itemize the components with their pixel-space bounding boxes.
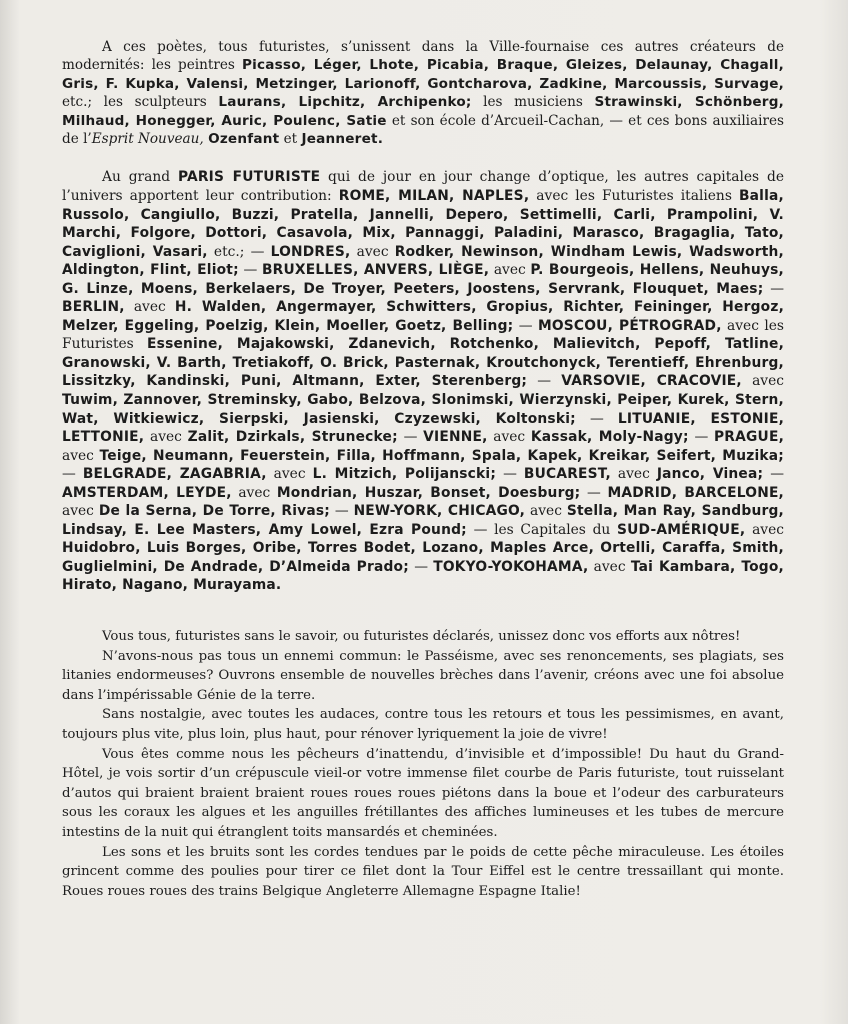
bold-name-run: Huidobro, Luis Borges, Oribe, Torres Bodet, Lozano, Maples Arce, Ortelli, Caraffa, Smith, Guglielmini, De Andrade, D’Almeida Prado; xyxy=(62,540,784,575)
bold-name-run: BUCAREST, xyxy=(523,466,611,483)
text-run: — xyxy=(397,429,424,446)
text-run: — xyxy=(496,466,524,483)
closing-paragraph: Vous êtes comme nous les pêcheurs d’inattendu, d’invisible et d’impossible! Du haut du Grand-Hôtel, je vois sortir d’un crépuscule vieil-or votre immense filet courbe de Paris futuriste, tout ruisselant d’autos qui braient braient braient roues roues roues piétons dans la boue et l’odeur des carburateurs sous les coraux les algues et les anguilles frétillantes des affiches lumineuses et les tubes de mercure intestins de la nuit qui étranglent toits mansardés et cheminées. xyxy=(62,746,784,840)
bold-name-run: LITUANIE, ESTONIE, LETTONIE, xyxy=(62,410,785,446)
bold-name-run: Teige, Neumann, Feuerstein, Filla, Hoffmann, Spala, Kapek, Kreikar, Seifert, Muzika; xyxy=(99,447,784,464)
text-run: qui de jour en jour change d’optique, les autres capitales de l’univers apportent leur contribution: xyxy=(62,169,784,204)
bold-name-run: Kassak, Moly-Nagy; xyxy=(530,429,689,446)
text-run: avec xyxy=(525,503,567,520)
text-run: avec xyxy=(266,466,313,483)
bold-name-run: MOSCOU, PÉTROGRAD, xyxy=(537,317,722,334)
text-run: avec xyxy=(144,429,188,446)
bold-name-run: H. Walden, Angermayer, Schwitters, Gropius, Richter, Feininger, Hergoz, Melzer, Eggeling, Poelzig, Klein, Moeller, Goetz, Belling; xyxy=(62,299,785,334)
bold-name-run: NEW-YORK, CHICAGO, xyxy=(353,503,526,520)
bold-name-run: Strawinski, Schönberg, Milhaud, Honegger, Auric, Poulenc, Satie xyxy=(62,94,784,129)
bold-name-run: Picasso, Léger, Lhote, Picabia, Braque, Gleizes, Delaunay, Chagall, Gris, F. Kupka, Valensi, Metzinger, Larionoff, Gontcharova, Zadkine, Marcoussis, Survage, xyxy=(62,57,785,92)
text-run: etc.; les sculpteurs xyxy=(62,94,219,111)
bold-name-run: Rodker, Newinson, Windham Lewis, Wadsworth, Aldington, Flint, Eliot; xyxy=(62,243,784,279)
bold-name-run: SUD-AMÉRIQUE, xyxy=(617,521,746,538)
text-run: avec xyxy=(231,484,277,501)
text-run: avec les Futuristes xyxy=(62,317,784,353)
bold-name-run: P. Bourgeois, Hellens, Neuhuys, G. Linze, Moens, Berkelaers, De Troyer, Peeters, Joostens, Servrank, Flouquet, Maes; xyxy=(62,262,784,297)
bold-name-run: Essenine, Majakowski, Zdanevich, Rotchenko, Malievitch, Pepoff, Tatline, Granowski, V. Barth, Tretiakoff, O. Brick, Pasternak, Kroutchonyck, Terentieff, Ehrenburg, Lissitzky, Kandinski, Puni, Altmann, Exter, Sterenberg; xyxy=(62,336,785,390)
text-run: avec les Futuristes italiens xyxy=(529,187,739,204)
text-run: — xyxy=(527,373,562,390)
text-run: — xyxy=(513,317,538,334)
bold-name-run: PARIS FUTURISTE xyxy=(177,169,321,186)
bold-name-run: Ozenfant xyxy=(208,131,280,148)
bold-name-run: PRAGUE, xyxy=(714,429,785,446)
text-run: et xyxy=(279,131,302,148)
bold-name-run: BELGRADE, ZAGABRIA, xyxy=(82,466,267,483)
text-run: avec xyxy=(62,447,100,464)
bold-name-run: Janco, Vinea; xyxy=(656,466,764,483)
bold-name-run: TOKYO-YOKOHAMA, xyxy=(433,558,589,575)
paragraph-capitals xyxy=(62,168,784,595)
text-run: — xyxy=(575,410,618,427)
bold-name-run: Zalit, Dzirkals, Strunecke; xyxy=(187,429,398,446)
bold-name-run: Balla, Russolo, Cangiullo, Buzzi, Pratella, Jannelli, Depero, Settimelli, Carli, Prampolini, V. Marchi, Folgore, Dottori, Casavola, Mix, Pannaggi, Paladini, Marasco, Bragaglia, Tato, Caviglioni, Vasari, xyxy=(62,187,784,260)
bold-name-run: VARSOVIE, CRACOVIE, xyxy=(561,373,742,390)
bold-name-run: De la Serna, De Torre, Rivas; xyxy=(98,503,330,520)
bold-name-run: Laurans, Lipchitz, Archipenko; xyxy=(218,94,472,111)
text-run: les musiciens xyxy=(471,94,595,111)
text-run: avec xyxy=(610,466,657,483)
closing-paragraph: Sans nostalgie, avec toutes les audaces, contre tous les retours et tous les pessimismes, en avant, toujours plus vite, plus loin, plus haut, pour rénover lyriquement la joie de vivre! xyxy=(62,707,784,742)
text-run: — xyxy=(238,262,262,279)
text-run: avec xyxy=(745,521,784,538)
text-run: — xyxy=(763,280,784,297)
text-run: avec xyxy=(350,243,395,260)
bold-name-run: MADRID, BARCELONE, xyxy=(607,484,785,501)
bold-name-run: Tuwim, Zannover, Streminsky, Gabo, Belzova, Slonimski, Wierzynski, Peiper, Kurek, Stern, Wat, Witkiewicz, Sierpski, Jasienski, Czyzewski, Koltonski; xyxy=(62,392,784,427)
bold-name-run: L. Mitzich, Polijanscki; xyxy=(312,466,497,483)
text-run: — xyxy=(580,484,608,501)
bold-name-run: Mondrian, Huszar, Bonset, Doesburg; xyxy=(276,484,581,501)
text-run: — xyxy=(408,558,434,575)
text-run: — les Capitales du xyxy=(466,521,617,538)
italic-run: Esprit Nouveau, xyxy=(91,131,204,148)
text-run: et son école d’Arcueil-Cachan, — et ces bons auxiliaires de l’ xyxy=(62,112,784,148)
closing-paragraph: Vous tous, futuristes sans le savoir, ou futuristes déclarés, unissez donc vos efforts aux nôtres! xyxy=(102,629,741,645)
text-run: avec xyxy=(487,429,531,446)
text-run: avec xyxy=(588,558,631,575)
bold-name-run: BRUXELLES, ANVERS, LIÈGE, xyxy=(261,262,490,279)
text-run: Au grand xyxy=(102,169,178,186)
bold-name-run: ROME, MILAN, NAPLES, xyxy=(338,187,530,204)
bold-name-run: LONDRES, xyxy=(270,243,351,260)
closing-section xyxy=(62,627,784,901)
text-run: avec xyxy=(741,373,784,390)
text-run: — xyxy=(763,466,785,483)
text-run: avec xyxy=(489,262,531,279)
text-run: avec xyxy=(124,299,175,316)
closing-paragraph: N’avons-nous pas tous un ennemi commun: le Passéisme, avec ses renoncements, ses plagiats, ses litanies endormeuses? Ouvrons ensemble de nouvelles brèches dans l’avenir, créons avec une foi absolue dans l’impérissable Génie de la terre. xyxy=(62,648,784,703)
bold-name-run: BERLIN, xyxy=(62,299,125,316)
bold-name-run: VIENNE, xyxy=(423,429,488,446)
text-run: etc.; — xyxy=(207,243,271,260)
paragraph-painters-musicians xyxy=(62,38,784,148)
text-run: — xyxy=(62,466,83,483)
text-run: avec xyxy=(62,503,99,520)
bold-name-run: Stella, Man Ray, Sandburg, Lindsay, E. Lee Masters, Amy Lowel, Ezra Pound; xyxy=(62,503,784,538)
bold-name-run: Jeanneret. xyxy=(301,131,384,148)
text-run: A ces poètes, tous futuristes, s’unissent dans la Ville-fournaise ces autres créateurs de modernités: les peintres xyxy=(62,39,784,74)
bold-name-run: Tai Kambara, Togo, Hirato, Nagano, Murayama. xyxy=(62,558,784,594)
text-run: — xyxy=(329,503,354,520)
text-run: — xyxy=(688,429,714,446)
bold-name-run: AMSTERDAM, LEYDE, xyxy=(62,484,232,501)
closing-paragraph: Les sons et les bruits sont les cordes tendues par le poids de cette pêche miraculeuse. Les étoiles grincent comme des poulies pour tirer ce filet dont la Tour Eiffel est le centre tressaillant qui monte. Roues roues roues des trains Belgique Angleterre Allemagne Espagne Italie! xyxy=(62,844,784,899)
